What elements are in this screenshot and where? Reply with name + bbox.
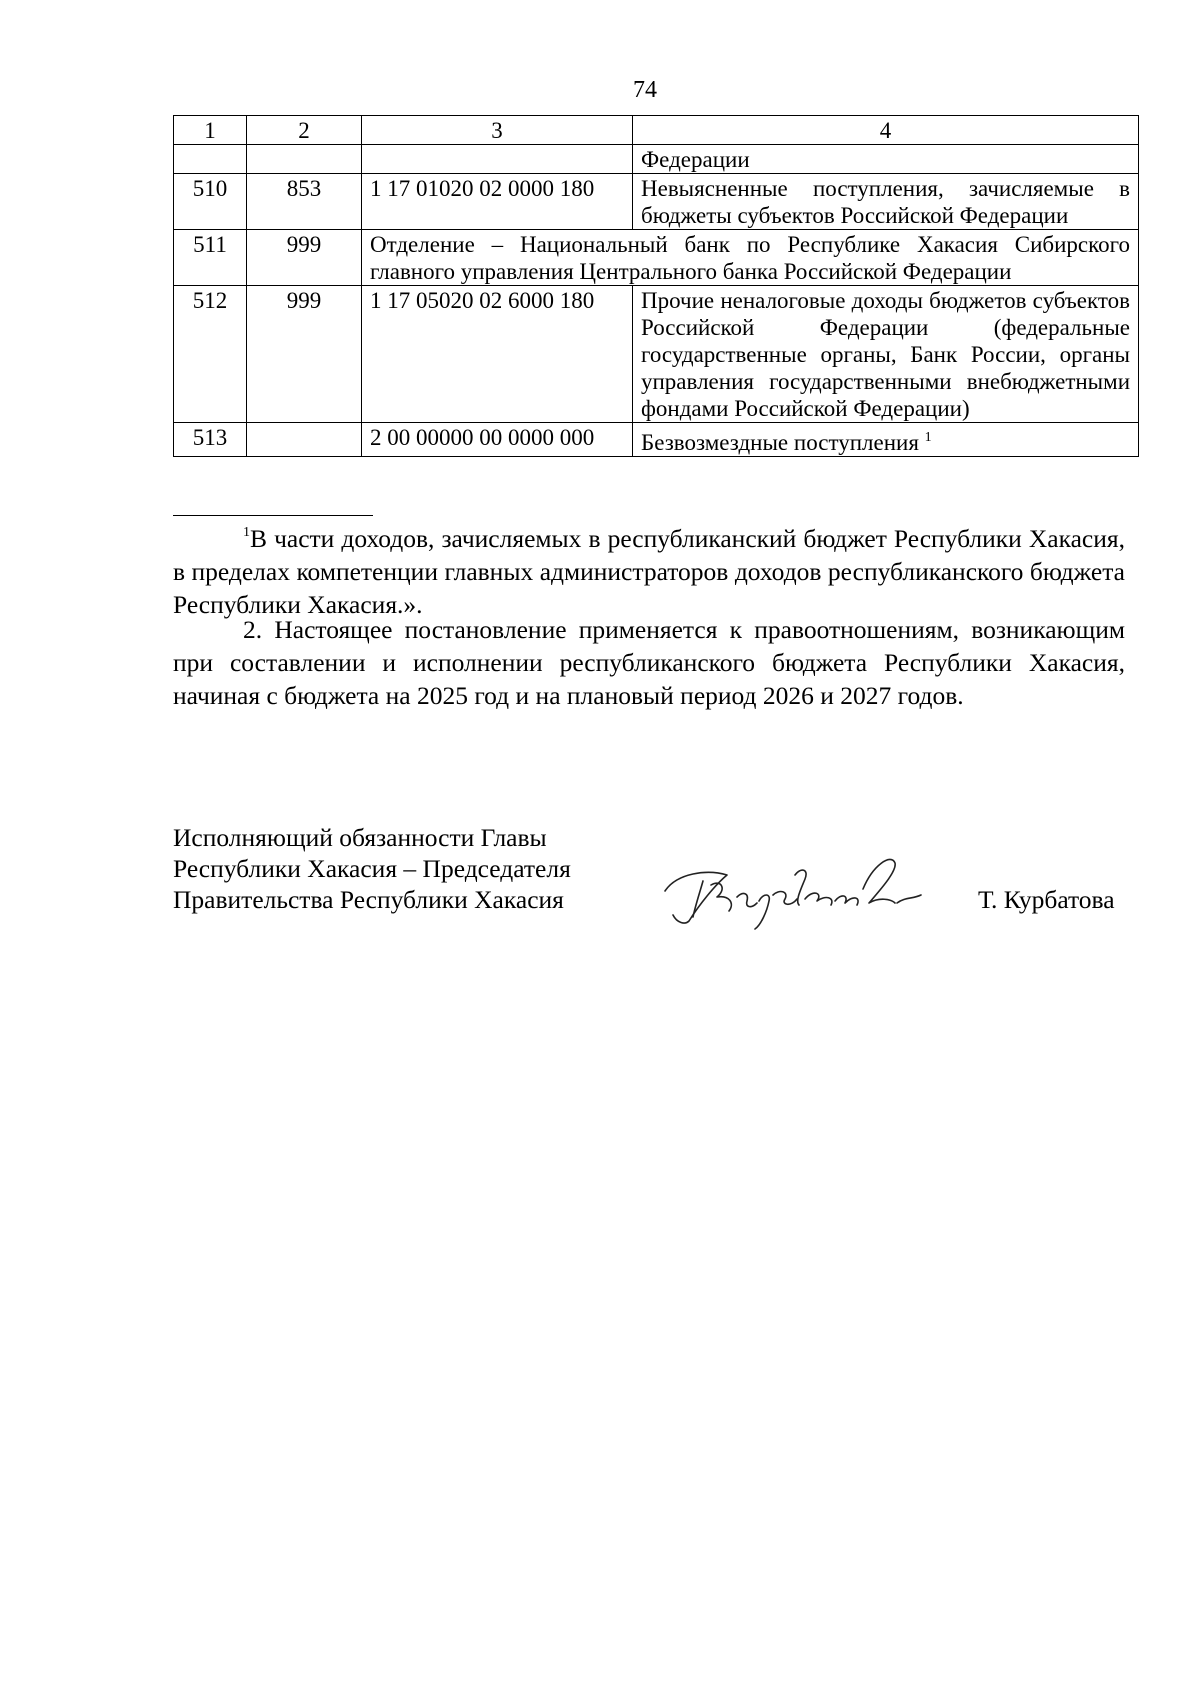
table-header-row [174, 116, 1139, 145]
revenue-code-cell [362, 423, 633, 457]
revenue-code-cell-text: 2 00 00000 00 0000 000 [370, 425, 595, 450]
table-row [174, 145, 1139, 174]
admin-code-cell-text: 999 [286, 288, 322, 313]
admin-code-cell [247, 145, 362, 174]
table-row [174, 423, 1139, 457]
signatory-name: Т. Курбатова [978, 885, 1115, 914]
admin-code-cell [247, 423, 362, 457]
row-number-cell [174, 230, 247, 286]
row-number-cell-text: 511 [193, 232, 227, 257]
table-row [174, 174, 1139, 230]
signatory-title-line: Исполняющий обязанности Главы [173, 823, 547, 852]
signatory-title-line: Правительства Республики Хакасия [173, 885, 564, 914]
revenue-name-cell [633, 286, 1139, 423]
revenue-code-cell-text: 1 17 05020 02 6000 180 [370, 288, 595, 313]
header-cell: 2 [247, 116, 362, 145]
revenue-name-cell-text: Федерации [641, 147, 750, 172]
table-row [174, 230, 1139, 286]
signatory-title-line: Республики Хакасия – Председателя [173, 854, 571, 883]
header-cell: 4 [633, 116, 1139, 145]
table-row [174, 286, 1139, 423]
footnote [173, 516, 1125, 621]
revenue-name-cell [633, 145, 1139, 174]
page-number: 74 [633, 77, 657, 103]
paragraph-2: 2. Настоящее постановление применяется к правоотношениям, возникающим при составлении и исполнении республиканского бюджета Республики Хакасия, начиная с бюджета на 2025 год и на плановый период 2026 и 2027 годов. [173, 615, 1125, 710]
row-number-cell [174, 145, 247, 174]
admin-code-cell [247, 286, 362, 423]
revenue-code-cell-text: 1 17 01020 02 0000 180 [370, 176, 595, 201]
footnote-ref: 1 [924, 430, 932, 445]
revenue-name-cell-text: Невыясненные поступления, зачисляемые в бюджеты субъектов Российской Федерации [641, 176, 1130, 228]
revenue-code-cell [362, 145, 633, 174]
row-number-cell [174, 286, 247, 423]
footnote-text: В части доходов, зачисляемых в республиканский бюджет Республики Хакасия, в пределах компетенции главных администраторов доходов республиканского бюджета Республики Хакасия.». [173, 524, 1125, 619]
admin-code-cell-text: 999 [286, 232, 322, 257]
row-number-cell [174, 174, 247, 230]
revenue-table [173, 115, 1139, 457]
signatory-title [173, 822, 571, 915]
row-number-cell-text: 510 [192, 176, 228, 201]
handwritten-signature [655, 845, 930, 930]
revenue-code-cell [362, 174, 633, 230]
admin-code-cell [247, 174, 362, 230]
administrator-name-cell [362, 230, 1139, 286]
footnote-marker: 1 [243, 525, 250, 540]
row-number-cell [174, 423, 247, 457]
row-number-cell-text: 513 [192, 425, 228, 450]
header-cell: 3 [362, 116, 633, 145]
revenue-name-cell-text: Прочие неналоговые доходы бюджетов субъектов Российской Федерации (федеральные государственные органы, Банк России, органы управления государственными внебюджетными фондами Российской Федерации) [641, 288, 1130, 421]
row-number-cell-text: 512 [192, 288, 228, 313]
revenue-name-cell-text: Безвозмездные поступления [641, 430, 919, 455]
administrator-name-cell-text: Отделение – Национальный банк по Республике Хакасия Сибирского главного управления Центрального банка Российской Федерации [370, 232, 1130, 284]
revenue-name-cell [633, 174, 1139, 230]
header-cell: 1 [174, 116, 247, 145]
revenue-code-cell [362, 286, 633, 423]
revenue-name-cell [633, 423, 1139, 457]
admin-code-cell-text: 853 [286, 176, 322, 201]
admin-code-cell [247, 230, 362, 286]
